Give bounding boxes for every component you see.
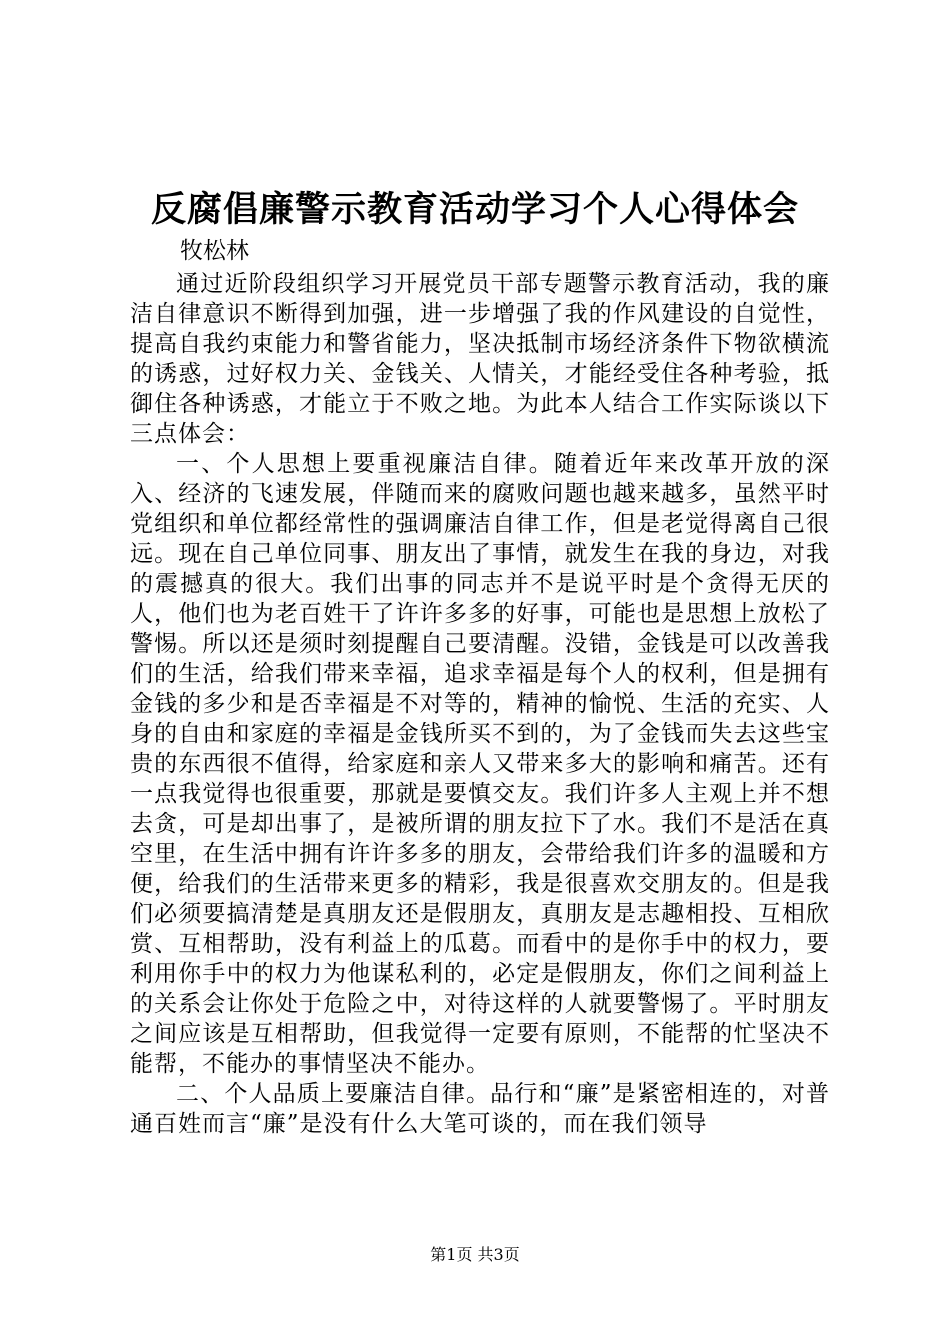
paragraph-intro: 通过近阶段组织学习开展党员干部专题警示教育活动，我的廉洁自律意识不断得到加强，进一步增强了我的作风建设的自觉性，提高自我约束能力和警省能力，坚决抵制市场经济条件下物欲横流的诱惑，过好权力关、金钱关、人情关，才能经受住各种考验，抵御住各种诱惑，才能立于不败之地。为此本人结合工作实际谈以下三点体会： <box>130 271 830 447</box>
page-footer: 第1页 共3页 <box>430 1245 520 1264</box>
document-body <box>130 269 830 1139</box>
paragraph-point-two: 二、个人品质上要廉洁自律。品行和“廉”是紧密相连的，对普通百姓而言“廉”是没有什么大笔可谈的，而在我们领导 <box>130 1081 830 1137</box>
document-author: 牧松林 <box>180 238 249 264</box>
paragraph-point-one: 一、个人思想上要重视廉洁自律。随着近年来改革开放的深入、经济的飞速发展，伴随而来的腐败问题也越来越多，虽然平时党组织和单位都经常性的强调廉洁自律工作，但是老觉得离自己很远。现在自己单位同事、朋友出了事情，就发生在我的身边，对我的震撼真的很大。我们出事的同志并不是说平时是个贪得无厌的人，他们也为老百姓干了许许多多的好事，可能也是思想上放松了警惕。所以还是须时刻提醒自己要清醒。没错，金钱是可以改善我们的生活，给我们带来幸福，追求幸福是每个人的权利，但是拥有金钱的多少和是否幸福是不对等的，精神的愉悦、生活的充实、人身的自由和家庭的幸福是金钱所买不到的，为了金钱而失去这些宝贵的东西很不值得，给家庭和亲人又带来多大的影响和痛苦。还有一点我觉得也很重要，那就是要慎交友。我们许多人主观上并不想去贪，可是却出事了，是被所谓的朋友拉下了水。我们不是活在真空里，在生活中拥有许许多多的朋友，会带给我们许多的温暖和方便，给我们的生活带来更多的精彩，我是很喜欢交朋友的。但是我们必须要搞清楚是真朋友还是假朋友，真朋友是志趣相投、互相欣赏、互相帮助，没有利益上的瓜葛。而看中的是你手中的权力，要利用你手中的权力为他谋私利的，必定是假朋友，你们之间利益上的关系会让你处于危险之中，对待这样的人就要警惕了。平时朋友之间应该是互相帮助，但我觉得一定要有原则，不能帮的忙坚决不能帮，不能办的事情坚决不能办。 <box>130 451 830 1077</box>
document-title: 反腐倡廉警示教育活动学习个人心得体会 <box>150 189 799 230</box>
